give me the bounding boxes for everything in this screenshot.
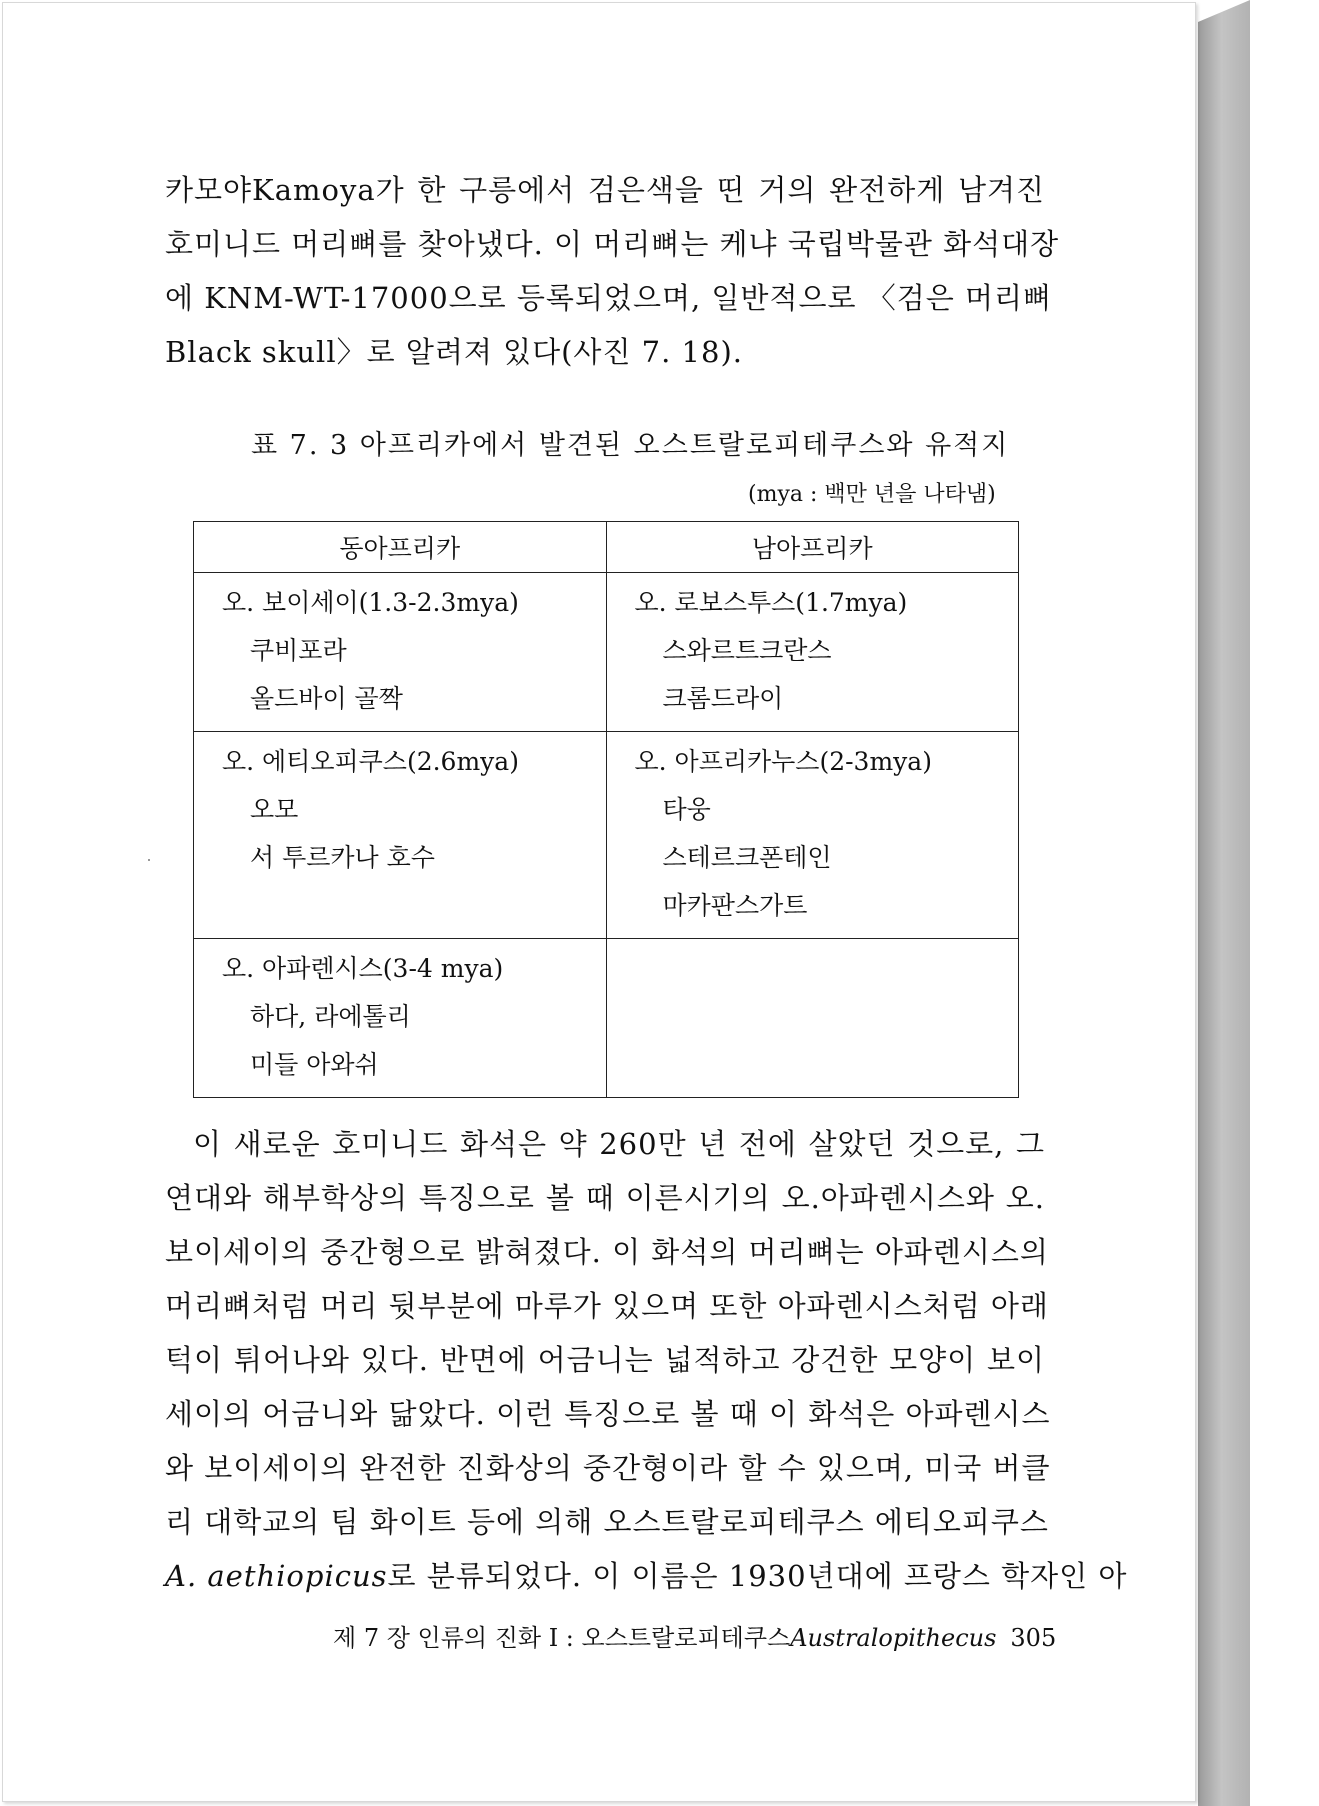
site-name: 크롬드라이 bbox=[662, 684, 784, 713]
site-name: 마카판스가트 bbox=[662, 891, 808, 920]
table-row bbox=[194, 939, 1019, 1098]
table-caption: 표 7. 3 아프리카에서 발견된 오스트랄로피테쿠스와 유적지 bbox=[251, 430, 1010, 461]
header-south-africa: 남아프리카 bbox=[606, 522, 1019, 573]
latin-species-name: A. aethiopicus bbox=[165, 1559, 388, 1593]
fossil-site-table bbox=[193, 521, 1019, 1098]
footer-chapter-title: 제 7 장 인류의 진화 Ⅰ : 오스트랄로피테쿠스 bbox=[333, 1624, 791, 1652]
site-name: 오모 bbox=[250, 795, 299, 824]
site-name: 쿠비포라 bbox=[250, 636, 347, 665]
paragraph-2-line: 이 새로운 호미니드 화석은 약 260만 년 전에 살았던 것으로, 그 bbox=[193, 1127, 1045, 1161]
paragraph-1-line: Black skull〉로 알려져 있다(사진 7. 18). bbox=[165, 335, 743, 369]
paragraph-2-line: 연대와 해부학상의 특징으로 볼 때 이른시기의 오.아파렌시스와 오. bbox=[165, 1181, 1045, 1215]
table-cell-empty bbox=[606, 939, 1019, 1098]
book-page bbox=[2, 2, 1196, 1802]
species-name: 오. 아파렌시스(3-4 mya) bbox=[222, 954, 504, 983]
species-name: 오. 아프리카누스(2-3mya) bbox=[634, 747, 932, 776]
table-cell-south bbox=[606, 732, 1019, 939]
paragraph-2-line: 와 보이세이의 완전한 진화상의 중간형이라 할 수 있으며, 미국 버클 bbox=[165, 1451, 1051, 1485]
table-cell-east bbox=[194, 732, 607, 939]
header-east-africa: 동아프리카 bbox=[194, 522, 607, 573]
table-note: (mya : 백만 년을 나타냄) bbox=[748, 482, 996, 507]
site-name: 올드바이 골짝 bbox=[250, 684, 403, 713]
site-name: 서 투르카나 호수 bbox=[250, 843, 435, 872]
page-edge-shadow bbox=[1198, 0, 1250, 1806]
page-number: 305 bbox=[1010, 1624, 1057, 1652]
paragraph-1 bbox=[165, 163, 1060, 379]
table-row bbox=[194, 573, 1019, 732]
paragraph-2 bbox=[165, 1117, 1128, 1603]
paragraph-2-line: 턱이 튀어나와 있다. 반면에 어금니는 넓적하고 강건한 모양이 보이 bbox=[165, 1343, 1045, 1377]
site-name: 타웅 bbox=[662, 795, 711, 824]
paragraph-2-line: 리 대학교의 팀 화이트 등에 의해 오스트랄로피테쿠스 에티오피쿠스 bbox=[165, 1505, 1049, 1539]
footer-latin-title: Australopithecus bbox=[790, 1624, 997, 1652]
site-name: 스와르트크란스 bbox=[662, 636, 832, 665]
table-row bbox=[194, 732, 1019, 939]
running-footer bbox=[333, 1618, 1056, 1653]
table-cell-east bbox=[194, 573, 607, 732]
paragraph-2-line: 보이세이의 중간형으로 밝혀졌다. 이 화석의 머리뼈는 아파렌시스의 bbox=[165, 1235, 1049, 1269]
paragraph-1-line: 에 KNM-WT-17000으로 등록되었으며, 일반적으로 〈검은 머리뼈 bbox=[165, 281, 1052, 315]
table-header-row bbox=[194, 522, 1019, 573]
table-cell-south bbox=[606, 573, 1019, 732]
site-name: 미들 아와쉬 bbox=[250, 1050, 379, 1079]
paragraph-2-last-line bbox=[165, 1549, 1128, 1603]
paragraph-1-line: 호미니드 머리뼈를 찾아냈다. 이 머리뼈는 케냐 국립박물관 화석대장 bbox=[165, 227, 1060, 261]
stray-print-mark bbox=[148, 859, 150, 861]
species-name: 오. 로보스투스(1.7mya) bbox=[634, 588, 908, 617]
paragraph-1-line: 카모야Kamoya가 한 구릉에서 검은색을 띤 거의 완전하게 남겨진 bbox=[165, 173, 1045, 207]
site-name: 하다, 라에톨리 bbox=[250, 1002, 411, 1031]
species-name: 오. 에티오피쿠스(2.6mya) bbox=[222, 747, 519, 776]
paragraph-2-line: 세이의 어금니와 닮았다. 이런 특징으로 볼 때 이 화석은 아파렌시스 bbox=[165, 1397, 1051, 1431]
species-name: 오. 보이세이(1.3-2.3mya) bbox=[222, 588, 519, 617]
table-cell-east bbox=[194, 939, 607, 1098]
paragraph-2-line: 머리뼈처럼 머리 뒷부분에 마루가 있으며 또한 아파렌시스처럼 아래 bbox=[165, 1289, 1049, 1323]
site-name: 스테르크폰테인 bbox=[662, 843, 832, 872]
paragraph-2-line-rest: 로 분류되었다. 이 이름은 1930년대에 프랑스 학자인 아 bbox=[387, 1559, 1128, 1593]
